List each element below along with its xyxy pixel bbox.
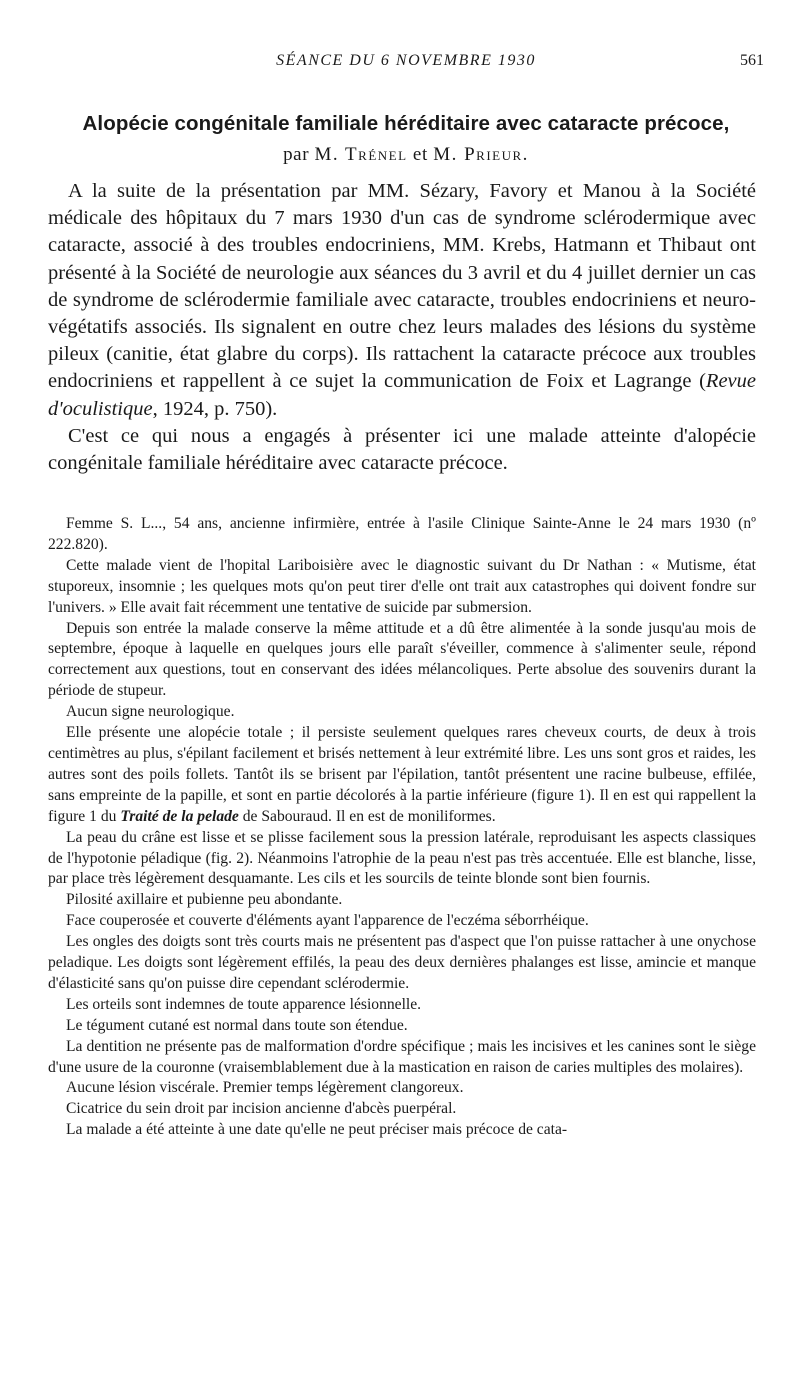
case-paragraph-2: Cette malade vient de l'hopital Lariboisière avec le diagnostic suivant du Dr Nathan : « Mutisme, état stuporeux, insomnie ; les quelques mots qu'on peut tirer d'elle ont trait aux catastrophes qui doivent fondre sur l'univers. » Elle avait fait récemment une tentative de suicide par submersion. [48, 556, 756, 616]
author-trenel: M. Trénel [314, 144, 408, 165]
case-paragraph-1: Femme S. L..., 54 ans, ancienne infirmière, entrée à l'asile Clinique Sainte-Anne le 24 mars 1930 (nº 222.820). [48, 515, 756, 553]
case-paragraph-7: Pilosité axillaire et pubienne peu abondante. [66, 891, 343, 909]
case-p5-text: Elle présente une alopécie totale ; il persiste seulement quelques rares cheveux courts, de deux à trois centimètres au plus, s'épilant facilement et brisés nettement à leur extrémité libre. Les uns sont gros et raides, les autres sont des poils follets. Tantôt ils se brisent par l'épilation, tantôt présentent une racine bulbeuse, effilée, sans empreinte de la papille, et sont en partie décolorés à la partie inférieure (figure 1). Il en est qui rappellent la figure 1 du [48, 724, 756, 825]
intro-p1-text: A la suite de la présentation par MM. Sézary, Favory et Manou à la Société médicale des hôpitaux du 7 mars 1930 d'un cas de syndrome sclérodermique avec cataracte, associé à des troubles endocriniens, MM. Krebs, Hatmann et Thibaut ont présenté à la Société de neurologie aux séances du 3 avril et du 4 juillet dernier un cas de syndrome de sclérodermie familiale avec cataracte, troubles endocriniens et neuro-végétatifs associés. Ils signalent en outre chez leurs malades des lésions du système pileux (canitie, état glabre du corps). Ils rattachent la cataracte précoce aux troubles endocriniens et rappellent à ce sujet la communication de Foix et Lagrange ( [48, 180, 756, 393]
case-p5-reference: Traité de la pelade [120, 807, 239, 825]
case-paragraph-8: Face couperosée et couverte d'éléments ayant l'apparence de l'eczéma séborrhéique. [66, 912, 589, 930]
case-paragraph-13: Aucune lésion viscérale. Premier temps légèrement clangoreux. [66, 1079, 464, 1097]
intro-p1-reference: Revue d'oculistique [48, 370, 756, 420]
case-paragraph-14: Cicatrice du sein droit par incision ancienne d'abcès puerpéral. [66, 1100, 457, 1118]
article-title: Alopécie congénitale familiale héréditaire avec cataracte précoce, [82, 112, 730, 135]
case-paragraph-6: La peau du crâne est lisse et se plisse facilement sous la pression latérale, reproduisant les aspects classiques de l'hypotonie péladique (fig. 2). Néanmoins l'atrophie de la peau n'est pas très accentuée. Elle est blanche, lisse, par place très légèrement desquamante. Les cils et les sourcils de teinte blonde sont bien fournis. [48, 828, 756, 888]
case-paragraph-3: Depuis son entrée la malade conserve la même attitude et a dû être alimentée à la sonde jusqu'au mois de septembre, époque à laquelle en quelques jours elle paraît s'éveiller, commence à s'alimenter seule, répond correctement aux questions, tout en conservant des idées mélancoliques. Perte absolue des souvenirs durant la période de stupeur. [48, 619, 756, 700]
case-paragraph-5 [48, 723, 756, 828]
running-title: SÉANCE DU 6 NOVEMBRE 1930 [276, 52, 536, 69]
case-paragraph-12: La dentition ne présente pas de malformation d'ordre spécifique ; mais les incisives et les canines sont le siège d'une usure de la couronne (vraisemblablement due à la mastication en raison de caries multiples des molaires). [48, 1037, 756, 1076]
case-report [48, 514, 756, 1141]
case-paragraph-11: Le tégument cutané est normal dans toute son étendue. [66, 1016, 408, 1034]
case-p5-end: de Sabouraud. Il en est de moniliformes. [238, 807, 496, 825]
article-authors [46, 144, 766, 166]
case-paragraph-15: La malade a été atteinte à une date qu'elle ne peut préciser mais précoce de cata- [66, 1121, 568, 1139]
authors-join: et [412, 144, 428, 165]
case-paragraph-4: Aucun signe neurologique. [66, 703, 235, 721]
intro-p1-citation: , 1924, p. 750). [152, 397, 278, 420]
page-number: 561 [740, 52, 764, 69]
intro-paragraph-2: C'est ce qui nous a engagés à présenter ici une malade atteinte d'alopécie congénitale familiale héréditaire avec cataracte précoce. [48, 424, 756, 475]
case-paragraph-9: Les ongles des doigts sont très courts mais ne présentent pas d'aspect que l'on puisse rattacher à une onychose peladique. Les doigts sont légèrement effilés, la peau des deux dernières phalanges est lisse, amincie et manque d'élasticité sans qu'on puisse dire cependant sclérodermie. [48, 933, 756, 992]
authors-prefix: par [283, 144, 310, 165]
case-paragraph-10: Les orteils sont indemnes de toute apparence lésionnelle. [66, 995, 422, 1013]
author-prieur: M. Prieur. [433, 144, 529, 165]
intro-text [48, 178, 756, 477]
intro-paragraph-1 [48, 178, 756, 423]
running-head [48, 50, 764, 74]
